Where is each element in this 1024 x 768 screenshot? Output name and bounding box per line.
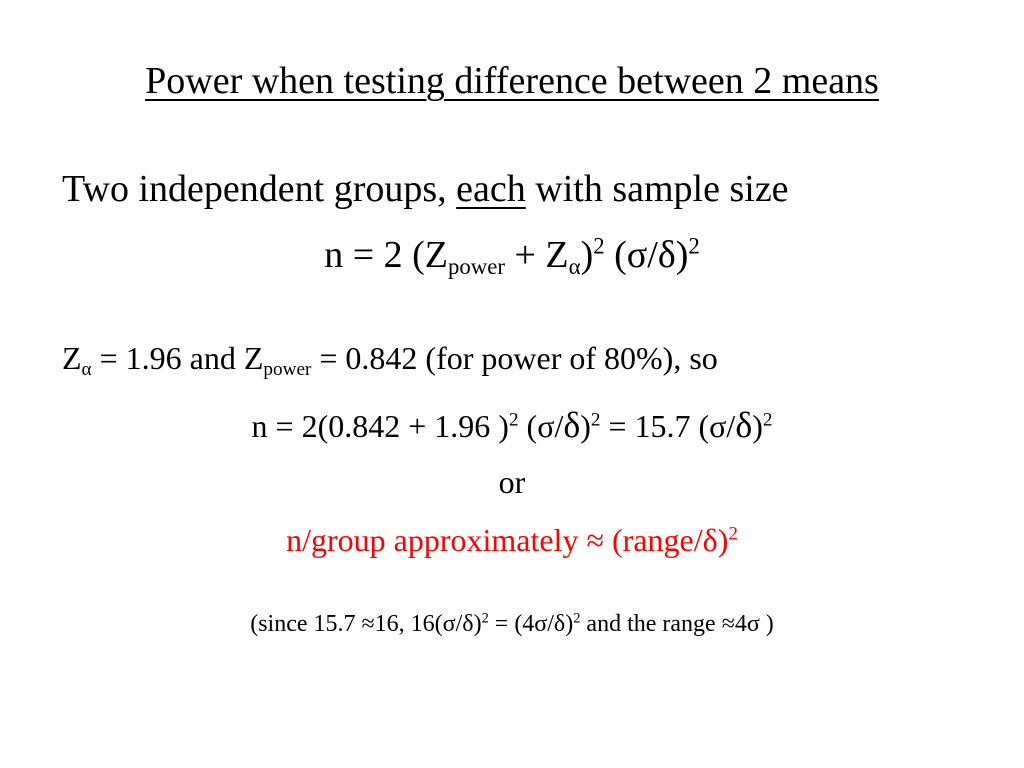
formula2-part2: (σ/ — [518, 408, 564, 444]
formula2-delta1: δ — [563, 405, 581, 445]
given-values-line — [62, 340, 718, 380]
formula2-sup1: 2 — [508, 409, 519, 431]
approx-text: n/group approximately ≈ (range/δ) — [286, 522, 729, 558]
given-z: Z — [62, 340, 82, 376]
formula2-part1: n = 2(0.842 + 1.96 ) — [251, 408, 509, 444]
formula2-sup3: 2 — [762, 409, 773, 431]
note-part3: and the range ≈4σ ) — [580, 611, 774, 637]
explanation-note — [0, 612, 1024, 636]
formula1-part3: ) — [580, 234, 594, 276]
or-separator — [0, 466, 1024, 498]
note-sup2: 2 — [573, 610, 581, 627]
intro-emphasis: each — [456, 168, 526, 210]
formula1-part4: (σ/δ) — [604, 234, 689, 276]
intro-text-before: Two independent groups, — [62, 168, 457, 210]
approximation-line — [0, 524, 1024, 556]
or-text: or — [498, 464, 526, 500]
note-part2: = (4σ/δ) — [488, 611, 574, 637]
given-sub-power: power — [263, 358, 312, 380]
approx-sup: 2 — [728, 523, 738, 545]
given-part2: = 0.842 (for power of 80%), so — [311, 340, 718, 376]
given-part1: = 1.96 and Z — [91, 340, 264, 376]
given-sub-alpha: α — [81, 358, 92, 380]
intro-text-after: with sample size — [525, 168, 789, 210]
formula1-part1: n = 2 (Z — [324, 234, 448, 276]
note-sup1: 2 — [481, 610, 489, 627]
formula2-sup2: 2 — [590, 409, 601, 431]
formula1-sup2: 2 — [688, 233, 700, 259]
formula1-sub-alpha: α — [568, 253, 581, 279]
sample-size-formula — [0, 233, 1024, 279]
slide-title — [0, 62, 1024, 100]
numeric-formula — [0, 405, 1024, 445]
formula1-sup1: 2 — [593, 233, 605, 259]
formula2-part4: = 15.7 (σ/ — [600, 408, 736, 444]
note-part1: (since 15.7 ≈16, 16(σ/δ) — [250, 611, 482, 637]
slide-title-text: Power when testing difference between 2 means — [145, 60, 879, 102]
formula1-part2: + Z — [504, 234, 569, 276]
formula2-part3: ) — [580, 408, 591, 444]
formula2-part5: ) — [752, 408, 763, 444]
formula2-delta2: δ — [735, 405, 753, 445]
formula1-sub-power: power — [447, 253, 505, 279]
intro-line — [62, 170, 789, 208]
